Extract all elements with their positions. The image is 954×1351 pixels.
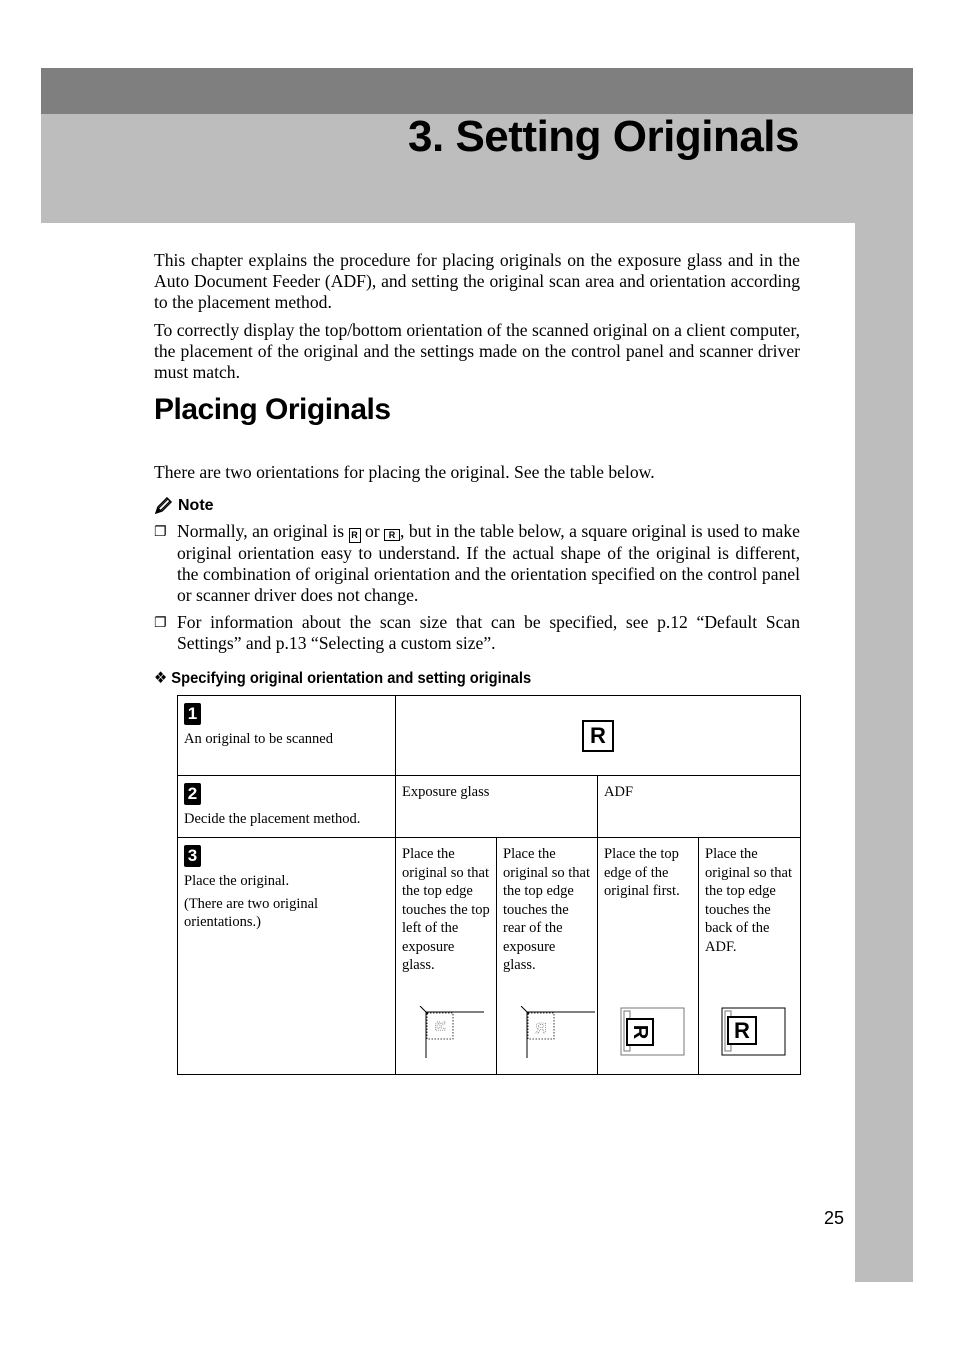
note-heading: [154, 497, 214, 515]
chapter-header-band: [41, 68, 913, 114]
glass-rear-diagram: [519, 1006, 595, 1058]
table-row: [178, 838, 801, 1075]
note-list: [154, 521, 800, 660]
intro-paragraph-1: This chapter explains the procedure for placing originals on the exposure glass and in the Auto Document Feeder (ADF), and setting the original scan area and orientation according to the placement method.: [154, 250, 800, 313]
glass-top-left-diagram: [418, 1006, 484, 1058]
section-title: Placing Originals: [154, 393, 391, 426]
intro-text: [154, 250, 800, 389]
checkbox-bullet-icon: ❐: [154, 615, 167, 631]
step-label: An original to be scanned: [184, 731, 333, 747]
svg-text:R: R: [535, 1020, 547, 1037]
placement-instruction: Place the top edge of the original first.: [604, 846, 680, 899]
table-heading-text: Specifying original orientation and setting originals: [171, 670, 532, 687]
step-cell: [178, 776, 396, 838]
section-intro-text: There are two orientations for placing the original. See the table below.: [154, 462, 655, 482]
placement-cell: [396, 838, 497, 1075]
orientation-table: [177, 695, 801, 1075]
note-item1-text-start: Normally, an original is: [177, 521, 345, 541]
page-number: 25: [824, 1208, 845, 1228]
svg-text:R: R: [629, 1024, 651, 1040]
chapter-title: 3. Setting Originals: [408, 112, 799, 161]
placement-instruction: Place the original so that the top edge touches the top left of the exposure glass.: [402, 846, 490, 973]
step-sublabel: (There are two original orientations.): [184, 895, 319, 930]
placement-cell: [598, 838, 699, 1075]
step-cell: [178, 838, 396, 1075]
step-number-badge: 3: [184, 845, 201, 867]
table-heading: [154, 668, 531, 688]
note-item1-or: or: [364, 521, 380, 541]
sample-original-cell: [396, 696, 801, 776]
svg-text:R: R: [432, 1020, 448, 1032]
adf-top-first-diagram: [620, 1006, 686, 1058]
exposure-glass-header: Exposure glass: [396, 776, 598, 838]
section-intro: [154, 462, 800, 489]
placement-cell: [699, 838, 801, 1075]
note-heading-label: Note: [178, 497, 214, 514]
table-row: [178, 776, 801, 838]
placement-instruction: Place the original so that the top edge touches the back of the ADF.: [705, 846, 792, 955]
note-item1-text-end: , but in the table below, a square original is used to make original orientation easy to understand. If the actual shape of the original is different, the combination of original orientation and the orientation specified on the control panel or scanner driver does not change.: [177, 521, 800, 605]
step-label: Decide the placement method.: [184, 811, 361, 827]
portrait-original-icon: R: [349, 528, 361, 543]
pencil-note-icon: [154, 497, 174, 515]
step-cell: [178, 696, 396, 776]
sample-original-icon: R: [582, 720, 614, 752]
intro-paragraph-2: To correctly display the top/bottom orientation of the scanned original on a client computer, the placement of the original and the settings made on the control panel and scanner driver must match.: [154, 319, 800, 383]
landscape-original-icon: R: [384, 529, 400, 541]
adf-header: ADF: [598, 776, 801, 838]
note-item2-text: For information about the scan size that can be specified, see p.12 “Default Scan Settings” and p.13 “Selecting a custom size”.: [177, 612, 800, 653]
page-side-bar: [855, 223, 913, 1282]
placement-instruction: Place the original so that the top edge touches the rear of the exposure glass.: [503, 846, 590, 973]
step-label: Place the original.: [184, 873, 290, 889]
svg-text:R: R: [734, 1018, 750, 1043]
note-item: [154, 521, 800, 606]
placement-cell: [497, 838, 598, 1075]
step-number-badge: 2: [184, 783, 201, 805]
checkbox-bullet-icon: ❐: [154, 524, 167, 540]
note-item: [154, 612, 800, 654]
diamond-bullet-icon: ❖: [154, 670, 168, 687]
step-number-badge: 1: [184, 703, 201, 725]
adf-back-diagram: [721, 1006, 787, 1058]
table-row: [178, 696, 801, 776]
